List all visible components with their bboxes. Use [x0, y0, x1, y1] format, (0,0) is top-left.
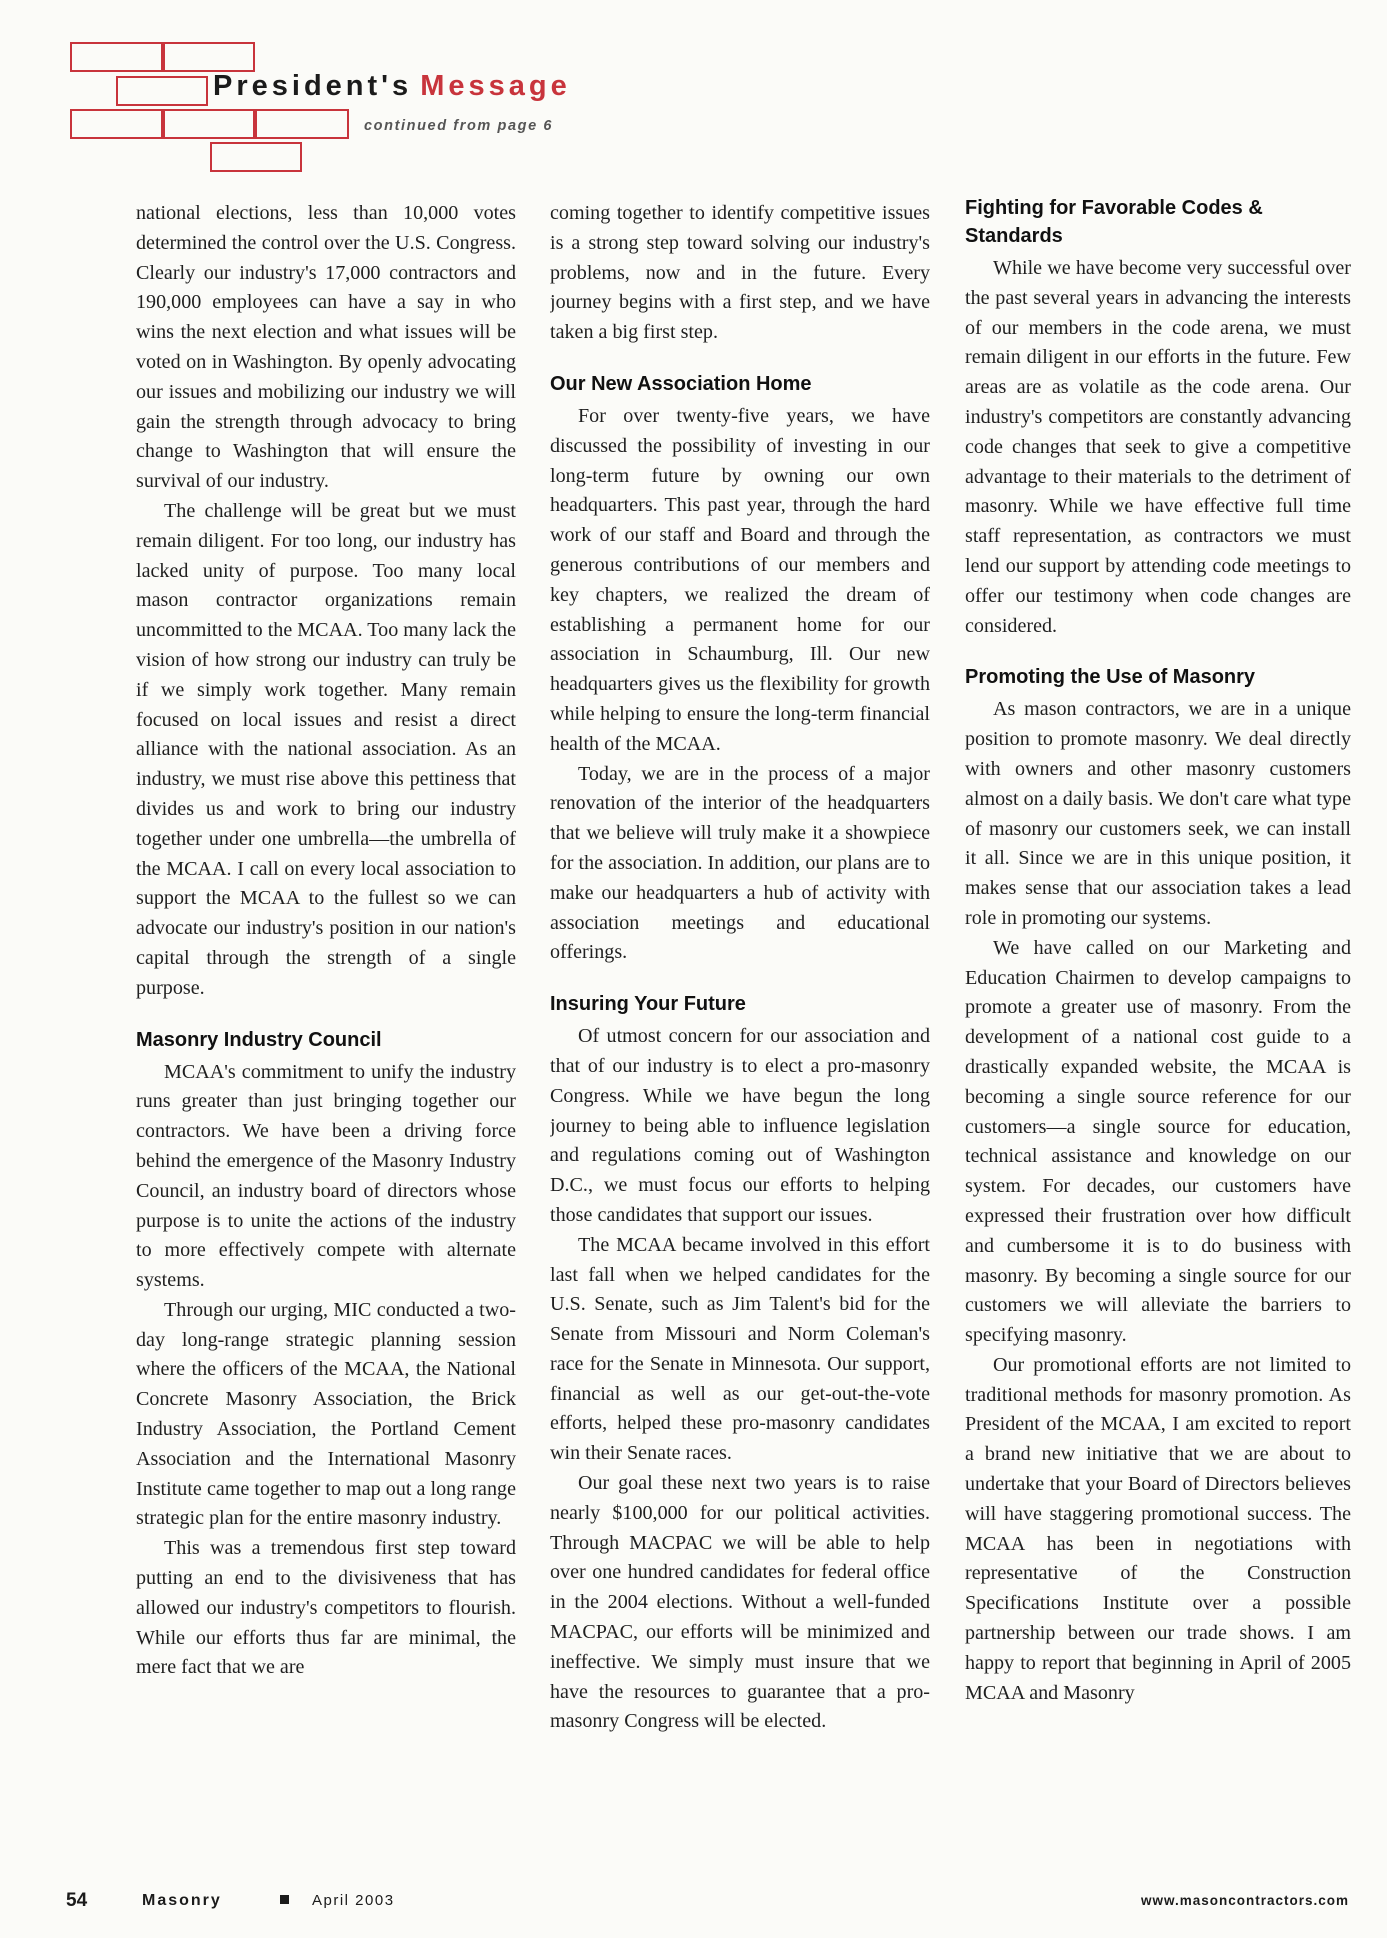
section-heading-promotion: Promoting the Use of Masonry [965, 666, 1256, 689]
brick-logo-block [255, 109, 349, 139]
paragraph: The MCAA became involved in this effort last fall when we helped candidates for the U.S. Senate, such as Jim Talent's bid for the Senate from Missouri and Norm Coleman's race for the Senate in Minnesota. Our support, financial as well as our get-out-the-vote efforts, helped these pro-masonry candidates win their Senate races. [550, 1233, 930, 1465]
paragraph: national elections, less than 10,000 votes determined the control over the U.S. Congress. Clearly our industry's 17,000 contractors and 190,000 employees can have a say in who wins the next election and what issues will be voted on in Washington. By openly advocating our issues and mobilizing our industry we will gain the strength through advocacy to bring change to Washington that will ensure the survival of our industry. [136, 202, 516, 493]
page-footer [66, 1890, 1349, 1918]
section-heading-mic: Masonry Industry Council [136, 1028, 382, 1051]
paragraph: Our promotional efforts are not limited to traditional methods for masonry promotion. As President of the MCAA, I am excited to report a brand new initiative that we are about to undertake that your Board of Directors believes will have staggering promotional success. The MCAA has been in negotiations with representative of the Construction Specifications Institute over a possible partnership between our trade shows. I am happy to report that beginning in April of 2005 MCAA and Masonry [965, 1353, 1351, 1704]
issue-date: April 2003 [312, 1892, 395, 1909]
paragraph: As mason contractors, we are in a unique position to promote masonry. We deal directly with owners and other masonry customers almost on a daily basis. We don't care what type of masonry our customers seek, we can install it all. Since we are in this unique position, it makes sense that our association takes a lead role in promoting our systems. [965, 698, 1351, 929]
paragraph: We have called on our Marketing and Education Chairmen to develop campaigns to promote a greater use of masonry. From the development of a national cost guide to a drastically expanded website, the MCAA is becoming a single source reference for our customers—a single source for education, technical assistance and knowledge on our system. For decades, our customers have expressed their frustration over how difficult and cumbersome it is to do business with masonry. By becoming a single source for our customers we will alleviate the barriers to specifying masonry. [965, 936, 1351, 1347]
paragraph: The challenge will be great but we must remain diligent. For too long, our industry has lacked unity of purpose. Too many local mason contractor organizations remain uncommitted to the MCAA. Too many lack the vision of how strong our industry can truly be if we simply work together. Many remain focused on local issues and resist a direct alliance with the national association. As an industry, we must rise above this pettiness that divides us and work to bring our industry together under one umbrella—the umbrella of the MCAA. I call on every local association to support the MCAA to the fullest so we can advocate our industry's position in our nation's capital through the strength of a single purpose. [136, 499, 516, 999]
paragraph: This was a tremendous first step toward putting an end to the divisiveness that has allowed our industry's competitors to flourish. While our efforts thus far are minimal, the mere fact that we are [136, 1537, 516, 1679]
paragraph: Our goal these next two years is to raise nearly $100,000 for our political activities. Through MACPAC we will be able to help over one hundred candidates for federal office in the 2004 elections. Without a well-funded MACPAC, our efforts will be minimized and ineffective. We simply must insure that we have the resources to guarantee that a pro-masonry Congress will be elected. [550, 1472, 930, 1733]
section-heading-codes: Fighting for Favorable Codes & Standards [965, 197, 1263, 247]
brick-logo-block [163, 42, 255, 72]
section-heading-future: Insuring Your Future [550, 993, 746, 1016]
article-column-3 [965, 194, 1351, 1844]
brick-logo-block [70, 42, 163, 72]
brick-logo-block [70, 109, 163, 139]
paragraph: Through our urging, MIC conducted a two-day long-range strategic planning session where the officers of the MCAA, the National Concrete Masonry Association, the Brick Industry Association, the Portland Cement Association and the International Masonry Institute came together to map out a long range strategic plan for the entire masonry industry. [136, 1298, 516, 1530]
paragraph: While we have become very successful over the past several years in advancing the interests of our members in the code arena, we must remain diligent in our efforts in the future. Few areas are as volatile as the code arena. Our industry's competitors are constantly advancing code changes that seek to give a competitive advantage to their materials to the detriment of masonry. While we have effective full time staff representation, as contractors we must lend our support by attending code meetings to offer our testimony when code changes are considered. [965, 257, 1351, 637]
page-title [213, 70, 571, 103]
paragraph: Of utmost concern for our association and that of our industry is to elect a pro-masonry Congress. While we have begun the long journey to being able to influence legislation and regulations coming out of Washington D.C., we must focus our efforts to helping those candidates that support our issues. [550, 1025, 930, 1226]
continued-note: continued from page 6 [364, 118, 554, 134]
article-column-2 [550, 199, 930, 1849]
title-word-presidents: President's [213, 70, 413, 102]
paragraph: Today, we are in the process of a major renovation of the interior of the headquarters that we believe will truly make it a showpiece for the association. In addition, our plans are to make our headquarters a hub of activity with association meetings and educational offerings. [550, 762, 930, 964]
paragraph: For over twenty-five years, we have discussed the possibility of investing in our long-term future by owning our own headquarters. This past year, through the hard work of our staff and Board and through the generous contributions of our members and key chapters, we realized the dream of establishing a permanent home for our association in Schaumburg, Ill. Our new headquarters gives us the flexibility for growth while helping to ensure the long-term financial health of the MCAA. [550, 404, 930, 755]
paragraph: MCAA's commitment to unify the industry runs greater than just bringing together our contractors. We have been a driving force behind the emergence of the Masonry Industry Council, an industry board of directors whose purpose is to unite the actions of the industry to more effectively compete with alternate systems. [136, 1060, 516, 1292]
brick-logo-block [163, 109, 255, 139]
magazine-name: Masonry [142, 1892, 222, 1909]
brick-logo-block [116, 76, 208, 106]
brick-logo-block [210, 142, 302, 172]
website-url: www.masoncontractors.com [1140, 1893, 1349, 1908]
page-number: 54 [66, 1890, 88, 1911]
title-word-message: Message [420, 70, 571, 102]
paragraph: coming together to identify competitive issues is a strong step toward solving our industry's problems, now and in the future. Every journey begins with a first step, and we have taken a big first step. [550, 202, 930, 344]
square-bullet-icon [280, 1895, 289, 1904]
section-heading-home: Our New Association Home [550, 372, 812, 395]
article-column-1 [136, 199, 516, 1849]
